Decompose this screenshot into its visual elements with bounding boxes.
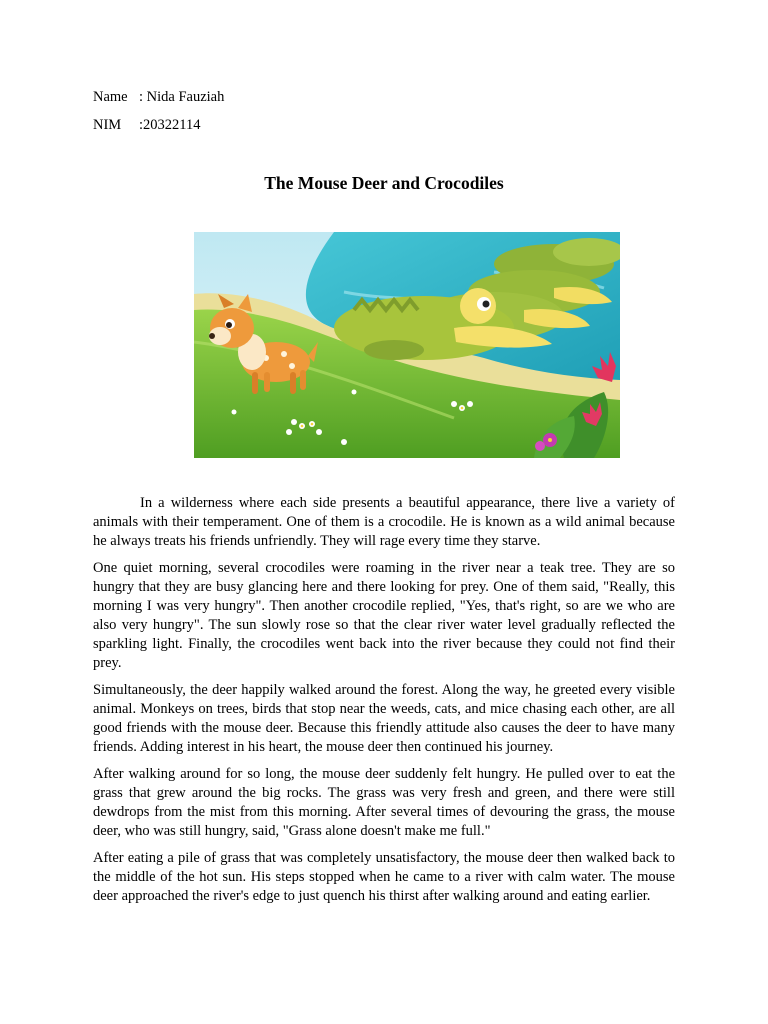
name-label: Name: [93, 89, 128, 105]
story-title: The Mouse Deer and Crocodiles: [264, 173, 504, 193]
story-paragraph-1: In a wilderness where each side presents a beautiful appearance, there live a variety of animals with their temperament. One of them is a crocodile. He is known as a wild animal because he always treats his friends unfriendly. They will rage every time they starve.: [93, 495, 675, 549]
story-paragraph-3: Simultaneously, the deer happily walked around the forest. Along the way, he greeted every visible animal. Monkeys on trees, birds that stop near the weeds, cats, and mice chasing each other, are all good friends with the mouse deer. Because this friendly attitude also causes the deer to have many friends. Adding interest in his heart, the mouse deer then continued his journey.: [93, 682, 675, 755]
student-name-line: [93, 88, 224, 106]
story-paragraph-2: One quiet morning, several crocodiles were roaming in the river near a teak tree. They are so hungry that they are busy glancing here and there looking for prey. One of them said, "Really, this morning I was very hungry". Then another crocodile replied, "Yes, that's right, so are we who are also very hungry". The sun slowly rose so that the clear river water level gradually reflected the sparkling light. Finally, the crocodiles went back into the river because they could not find their prey.: [93, 560, 675, 671]
story-illustration: [194, 232, 620, 458]
story-paragraph-5: After eating a pile of grass that was completely unsatisfactory, the mouse deer then walked back to the middle of the hot sun. His steps stopped when he came to a river with calm water. The mouse deer approached the river's edge to just quench his thirst after walking around and eating earlier.: [93, 850, 675, 904]
story-body: [93, 494, 675, 914]
name-value: : Nida Fauziah: [139, 89, 225, 105]
nim-value: :20322114: [139, 117, 201, 133]
nim-label: NIM: [93, 117, 122, 133]
story-paragraph-4: After walking around for so long, the mouse deer suddenly felt hungry. He pulled over to eat the grass that grew around the big rocks. The grass was very fresh and green, and there were still dewdrops from the mist from this morning. After several times of devouring the grass, the mouse deer, who was still hungry, said, "Grass alone doesn't make me full.": [93, 766, 675, 839]
illustration-art: [194, 232, 620, 458]
student-nim-line: [93, 116, 201, 134]
